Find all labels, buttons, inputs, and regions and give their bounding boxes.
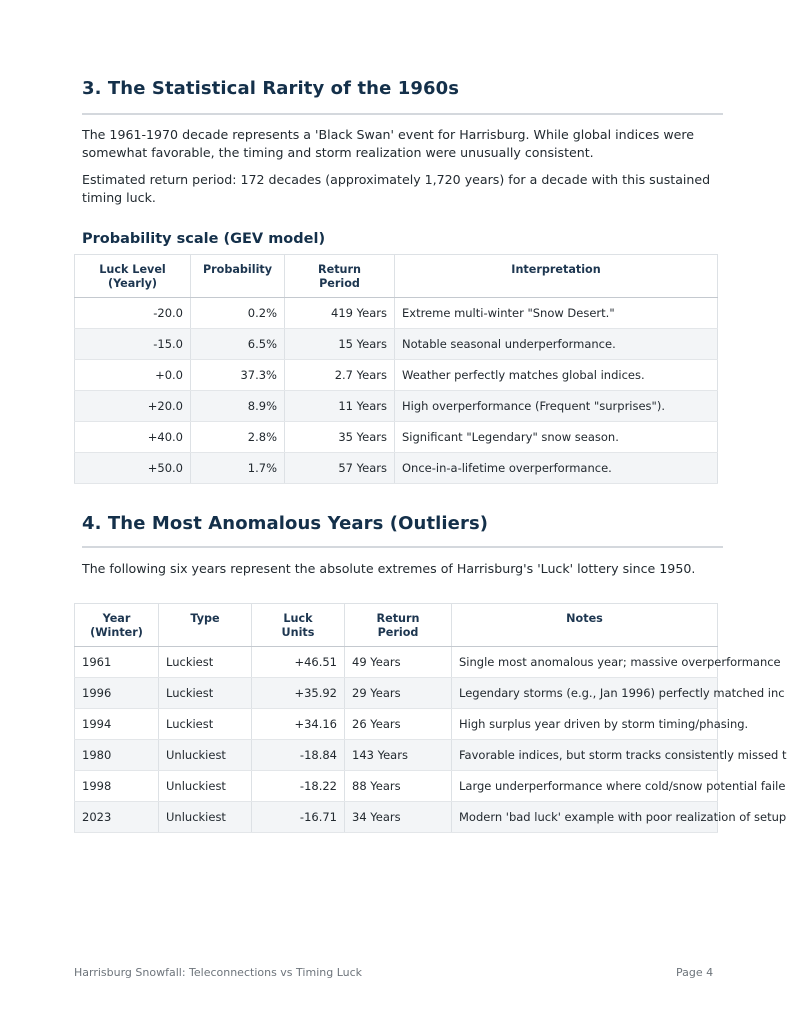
footer-document-title: Harrisburg Snowfall: Teleconnections vs Timing Luck (74, 966, 363, 979)
section-3-paragraph-2: Estimated return period: 172 decades (approximately 1,720 years) for a decade with this sustained timing luck. (82, 172, 711, 205)
table-header-row (75, 604, 718, 647)
table-header-row (75, 255, 718, 298)
table-row (75, 802, 718, 833)
year-cell: 1994 (75, 709, 159, 740)
section-3-heading: 3. The Statistical Rarity of the 1960s (82, 78, 460, 99)
interpretation-cell: Notable seasonal underperformance. (395, 329, 718, 360)
type-cell: Luckiest (159, 709, 252, 740)
return-period-cell: 11 Years (285, 391, 395, 422)
luck-units-cell: +35.92 (252, 678, 345, 709)
probability-cell: 8.9% (191, 391, 285, 422)
type-cell: Unluckiest (159, 740, 252, 771)
luck-units-cell: +46.51 (252, 647, 345, 678)
luck-units-cell: -18.84 (252, 740, 345, 771)
header-return-period: Return Period (345, 604, 452, 647)
luck-units-cell: -18.22 (252, 771, 345, 802)
return-period-cell: 49 Years (345, 647, 452, 678)
return-period-cell: 15 Years (285, 329, 395, 360)
table-row (75, 647, 718, 678)
table-row (75, 678, 718, 709)
notes-cell: Single most anomalous year; massive overperformance (452, 647, 718, 678)
return-period-cell: 34 Years (345, 802, 452, 833)
section-3-divider (82, 113, 723, 115)
interpretation-cell: High overperformance (Frequent "surprises"). (395, 391, 718, 422)
header-notes: Notes (452, 604, 718, 647)
year-cell: 1996 (75, 678, 159, 709)
luck-level-cell: +20.0 (75, 391, 191, 422)
header-luck-units: Luck Units (252, 604, 345, 647)
luck-level-cell: +50.0 (75, 453, 191, 484)
probability-cell: 6.5% (191, 329, 285, 360)
return-period-cell: 29 Years (345, 678, 452, 709)
section-4-heading: 4. The Most Anomalous Years (Outliers) (82, 513, 489, 534)
return-period-cell: 26 Years (345, 709, 452, 740)
header-probability: Probability (191, 255, 285, 298)
probability-scale-table (74, 254, 718, 484)
interpretation-cell: Extreme multi-winter "Snow Desert." (395, 298, 718, 329)
return-period-cell: 35 Years (285, 422, 395, 453)
type-cell: Unluckiest (159, 771, 252, 802)
notes-cell: Favorable indices, but storm tracks consistently missed t (452, 740, 718, 771)
table-row (75, 740, 718, 771)
notes-cell: Modern 'bad luck' example with poor realization of setup (452, 802, 718, 833)
luck-level-cell: -15.0 (75, 329, 191, 360)
table-row (75, 298, 718, 329)
notes-cell: Large underperformance where cold/snow potential faile (452, 771, 718, 802)
interpretation-cell: Once-in-a-lifetime overperformance. (395, 453, 718, 484)
header-year: Year (Winter) (75, 604, 159, 647)
table-row (75, 360, 718, 391)
return-period-cell: 88 Years (345, 771, 452, 802)
table-row (75, 771, 718, 802)
header-interpretation: Interpretation (395, 255, 718, 298)
probability-cell: 1.7% (191, 453, 285, 484)
header-type: Type (159, 604, 252, 647)
header-return-period: Return Period (285, 255, 395, 298)
probability-cell: 0.2% (191, 298, 285, 329)
interpretation-cell: Weather perfectly matches global indices. (395, 360, 718, 391)
table-row (75, 453, 718, 484)
luck-units-cell: -16.71 (252, 802, 345, 833)
probability-cell: 37.3% (191, 360, 285, 391)
type-cell: Luckiest (159, 678, 252, 709)
probability-cell: 2.8% (191, 422, 285, 453)
return-period-cell: 419 Years (285, 298, 395, 329)
year-cell: 2023 (75, 802, 159, 833)
luck-units-cell: +34.16 (252, 709, 345, 740)
notes-cell: High surplus year driven by storm timing/phasing. (452, 709, 718, 740)
notes-cell: Legendary storms (e.g., Jan 1996) perfectly matched inc (452, 678, 718, 709)
type-cell: Unluckiest (159, 802, 252, 833)
luck-level-cell: +40.0 (75, 422, 191, 453)
luck-level-cell: +0.0 (75, 360, 191, 391)
section-4-divider (82, 546, 723, 548)
return-period-cell: 57 Years (285, 453, 395, 484)
table-row (75, 422, 718, 453)
footer-page-number: Page 4 (676, 966, 714, 979)
return-period-cell: 143 Years (345, 740, 452, 771)
year-cell: 1998 (75, 771, 159, 802)
year-cell: 1961 (75, 647, 159, 678)
luck-level-cell: -20.0 (75, 298, 191, 329)
outlier-years-table (74, 603, 787, 833)
section-4-paragraph: The following six years represent the absolute extremes of Harrisburg's 'Luck' lottery since 1950. (82, 561, 696, 576)
return-period-cell: 2.7 Years (285, 360, 395, 391)
table-row (75, 709, 718, 740)
year-cell: 1980 (75, 740, 159, 771)
header-luck-level: Luck Level (Yearly) (75, 255, 191, 298)
section-3-paragraph-1: The 1961-1970 decade represents a 'Black Swan' event for Harrisburg. While global indices were somewhat favorable, the timing and storm realization were unusually consistent. (82, 127, 695, 160)
table-row (75, 391, 718, 422)
probability-scale-subheading: Probability scale (GEV model) (82, 231, 326, 247)
interpretation-cell: Significant "Legendary" snow season. (395, 422, 718, 453)
table-row (75, 329, 718, 360)
type-cell: Luckiest (159, 647, 252, 678)
